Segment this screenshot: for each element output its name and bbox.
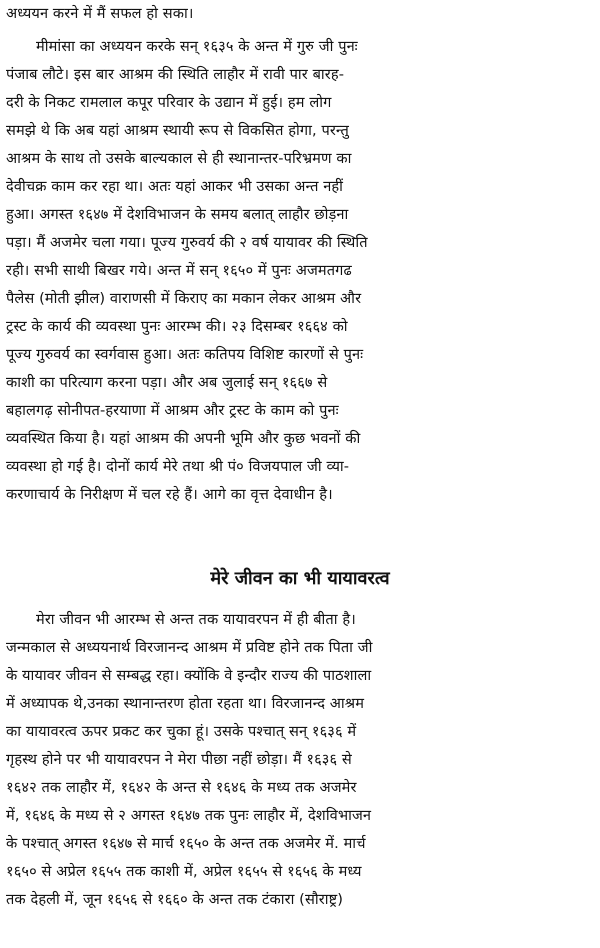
text-line: पड़ा। मैं अजमेर चला गया। पूज्य गुरुवर्य की २ वर्ष यायावर की स्थिति [6, 234, 368, 251]
text-line: के पश्चात् अगस्त १६४७ से मार्च १६५० के अन्त तक अजमेर में. मार्च [6, 835, 366, 852]
text-line: पंजाब लौटे। इस बार आश्रम की स्थिति लाहौर में रावी पार बारह- [6, 66, 345, 83]
text-line: तक देहली में, जून १६५६ से १६६० के अन्त तक टंकारा (सौराष्ट्र) [6, 891, 343, 908]
text-line: काशी का परित्याग करना पड़ा। और अब जुलाई सन् १६६७ से [6, 374, 328, 391]
text-line: व्यवस्थित किया है। यहां आश्रम की अपनी भूमि और कुछ भवनों की [6, 430, 361, 447]
text-line: दरी के निकट रामलाल कपूर परिवार के उद्यान में हुई। हम लोग [6, 94, 332, 111]
text-line: बहालगढ़ सोनीपत-हरयाणा में आश्रम और ट्रस्ट के काम को पुनः [6, 402, 339, 419]
text-line: का यायावरत्व ऊपर प्रकट कर चुका हूं। उसके पश्चात् सन् १६३६ में [6, 723, 357, 740]
text-line: १६५० से अप्रेल १६५५ तक काशी में, अप्रेल १६५५ से १६५६ के मध्य [6, 863, 362, 880]
text-line: करणाचार्य के निरीक्षण में चल रहे हैं। आगे का वृत्त देवाधीन है। [6, 486, 333, 503]
text-line: देवीचक्र काम कर रहा था। अतः यहां आकर भी उसका अन्त नहीं [6, 178, 344, 195]
text-line: १६४२ तक लाहौर में, १६४२ के अन्त से १६४६ के मध्य तक अजमेर [6, 779, 357, 796]
paragraph-ashram-history [6, 33, 596, 509]
text-line: गृहस्थ होने पर भी यायावरपन ने मेरा पीछा नहीं छोड़ा। मैं १६३६ से [6, 751, 352, 768]
text-line: के यायावर जीवन से सम्बद्ध रहा। क्योंकि वे इन्दौर राज्य की पाठशाला [6, 667, 372, 684]
text-line: मीमांसा का अध्ययन करके सन् १६३५ के अन्त में गुरु जी पुनः [36, 38, 358, 55]
text-line: ट्रस्ट के कार्य की व्यवस्था पुनः आरम्भ की। २३ दिसम्बर १६६४ को [6, 318, 348, 335]
text-line: पूज्य गुरुवर्य का स्वर्गवास हुआ। अतः कतिपय विशिष्ट कारणों से पुनः [6, 346, 364, 363]
text-line: रही। सभी साथी बिखर गये। अन्त में सन् १६५० में पुनः अजमतगढ [6, 262, 352, 279]
text-line: व्यवस्था हो गई है। दोनों कार्य मेरे तथा श्री पं० विजयपाल जी व्या- [6, 458, 350, 475]
text-line: अध्ययन करने में मैं सफल हो सका। [6, 5, 194, 22]
paragraph-author-wandering [6, 606, 596, 914]
text-line: पैलेस (मोती झील) वाराणसी में किराए का मकान लेकर आश्रम और [6, 290, 362, 307]
text-line: जन्मकाल से अध्ययनार्थ विरजानन्द आश्रम में प्रविष्ट होने तक पिता जी [6, 639, 373, 656]
text-line: में, १६४६ के मध्य से २ अगस्त १६४७ तक पुनः लाहौर में, देशविभाजन [6, 807, 372, 824]
text-line: समझे थे कि अब यहां आश्रम स्थायी रूप से विकसित होगा, परन्तु [6, 122, 349, 139]
intro-paragraph [6, 0, 596, 28]
text-line: हुआ। अगस्त १६४७ में देशविभाजन के समय बलात् लाहौर छोड़ना [6, 206, 349, 223]
text-line: में अध्यापक थे,उनका स्थानान्तरण होता रहता था। विरजानन्द आश्रम [6, 695, 365, 712]
section-heading: मेरे जीवन का भी यायावरत्व [210, 568, 390, 589]
text-line: मेरा जीवन भी आरम्भ से अन्त तक यायावरपन में ही बीता है। [36, 611, 356, 628]
text-line: आश्रम के साथ तो उसके बाल्यकाल से ही स्थानान्तर-परिभ्रमण का [6, 150, 352, 167]
